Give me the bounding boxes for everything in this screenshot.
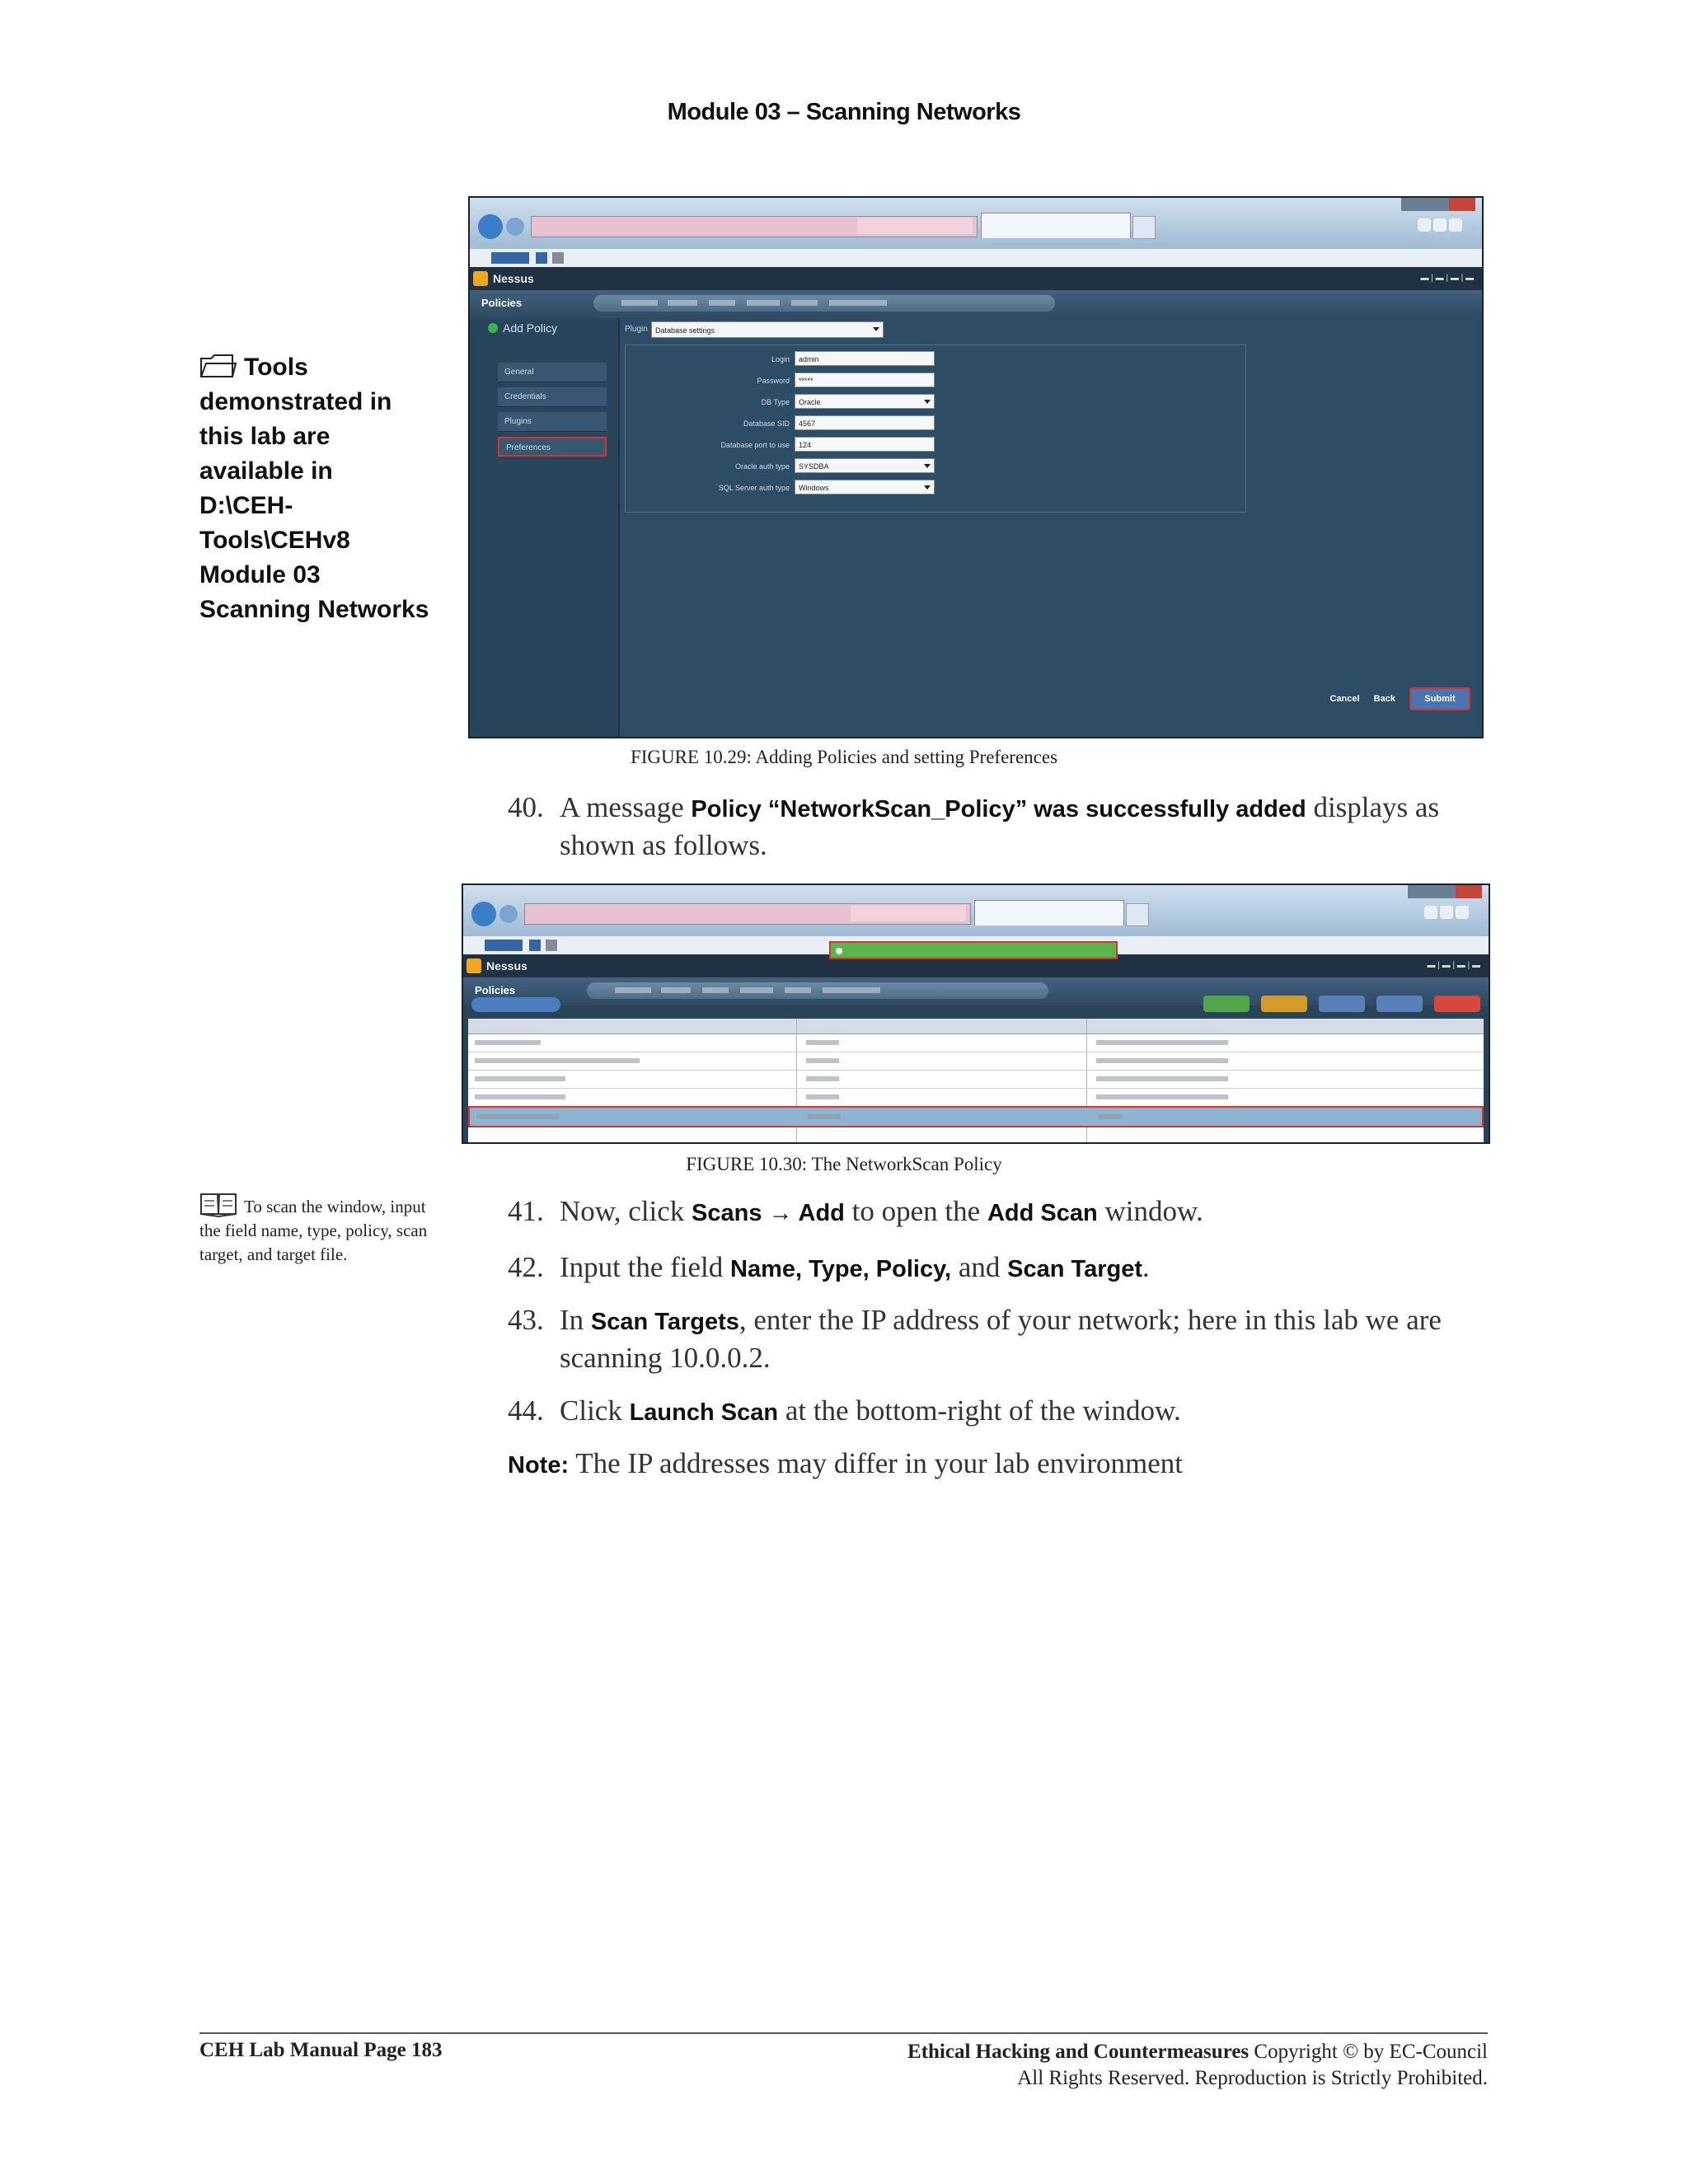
forward-icon [499,905,518,923]
back-icon [471,902,496,926]
plugin-select: Database settings [651,321,884,338]
new-tab [1126,903,1149,926]
field-oracle-auth: Oracle auth type SYSDBA [643,458,964,476]
footer-copyright: Ethical Hacking and Countermeasures Copyright © by EC-Council All Rights Reserved. Reproduction is Strictly Prohibited. [907,2041,1488,2089]
figure-1-caption: FIGURE 10.29: Adding Policies and setting Preferences [630,747,1058,767]
back-icon [478,214,503,239]
field-database-sid: Database SID 4567 [643,415,964,434]
table-row [468,1088,1484,1107]
check-icon [836,948,842,954]
forward-icon [506,218,524,236]
browser-toolbar [470,198,1482,249]
edit-button [1376,996,1423,1012]
new-tab [1132,216,1156,239]
add-policy-heading: Add Policy [488,321,557,335]
favorites-bar [470,249,1482,268]
nessus-logo-icon [473,271,488,286]
nav-credentials: Credentials [498,387,607,407]
app-name: Nessus [493,272,534,285]
table-row-selected [468,1106,1484,1127]
chevron-down-icon [873,327,879,331]
copy-button [1319,996,1365,1012]
app-name: Nessus [486,959,528,972]
nav-general: General [498,363,607,382]
table-header [468,1019,1484,1034]
certificate-error [857,218,973,234]
step-44: 44. Click Launch Scan at the bottom-right of the window. [508,1394,1181,1427]
section-bar [470,290,1482,318]
field-login: Login admin [643,351,964,369]
table-row [468,1052,1484,1071]
close-icon [1456,885,1482,898]
browser-toolbar [463,885,1489,936]
user-links: ▬ | ▬ | ▬ | ▬ [1427,961,1480,970]
step-40: 40. A message Policy “NetworkScan_Policy” was successfully added displays as shown as follows. [508,791,1440,861]
browser-tab [974,900,1124,926]
screenshot-add-policy [468,196,1484,738]
field-password: Password ***** [643,373,964,391]
delete-button [1434,996,1480,1012]
footer-page: CEH Lab Manual Page 183 [199,2039,443,2061]
field-db-type: DB Type Oracle [643,394,964,412]
browser-tab [981,213,1131,238]
plus-icon [488,323,498,333]
sidebar-tools-text: Tools demonstrated in this lab are available in D:\CEH-Tools\CEHv8 Module 03 Scanning Networks [199,354,429,623]
step-43: 43. In Scan Targets, enter the IP address of your network; here in this lab we are scanning 10.0.0.2. [508,1304,1442,1374]
page-header: Module 03 – Scanning Networks [667,99,1021,125]
back-button: Back [1373,694,1395,704]
success-message [829,941,1118,959]
nessus-bar [470,267,1482,290]
window-controls [1401,198,1475,211]
table-row [468,1070,1484,1089]
screenshot-networkscan-policy [462,883,1490,1144]
section-title: Policies [475,984,516,996]
policy-actions [1192,996,1480,1016]
nav-plugins: Plugins [498,412,607,432]
window-controls [1408,885,1482,898]
field-database-port: Database port to use 124 [643,437,964,455]
book-icon [199,1191,237,1217]
footer-divider [199,2032,1488,2034]
export-button [1261,996,1307,1012]
certificate-error [851,905,966,921]
close-icon [1449,198,1475,211]
sidebar-scan-note [199,1191,438,1267]
submit-button: Submit [1409,687,1470,710]
sidebar-scan-text: To scan the window, input the field name, type, policy, scan target, and target file. [199,1197,428,1264]
sidebar-tools-note [199,350,430,627]
cancel-button: Cancel [1329,694,1360,704]
note: Note: The IP addresses may differ in your lab environment [508,1447,1183,1479]
import-policy-button [471,997,560,1012]
nessus-logo-icon [467,958,481,973]
field-sql-auth: SQL Server auth type Windows [643,480,964,498]
nav-tabs [593,295,1055,312]
form-buttons [1319,687,1471,710]
folder-icon [199,354,237,378]
section-title: Policies [481,297,523,309]
step-41: 41. Now, click Scans → Add to open the Add Scan window. [508,1195,1203,1227]
user-links: ▬ | ▬ | ▬ | ▬ [1420,274,1474,283]
policy-table [468,1019,1484,1142]
plugin-label: Plugin [625,325,648,334]
browser-icons [1424,903,1482,921]
add-button [1203,996,1250,1012]
figure-2-caption: FIGURE 10.30: The NetworkScan Policy [686,1154,1002,1174]
nav-preferences: Preferences [498,437,607,457]
step-42: 42. Input the field Name, Type, Policy, and Scan Target. [508,1251,1150,1283]
browser-icons [1418,216,1475,234]
nav-tabs [587,982,1048,999]
table-row [468,1033,1484,1052]
